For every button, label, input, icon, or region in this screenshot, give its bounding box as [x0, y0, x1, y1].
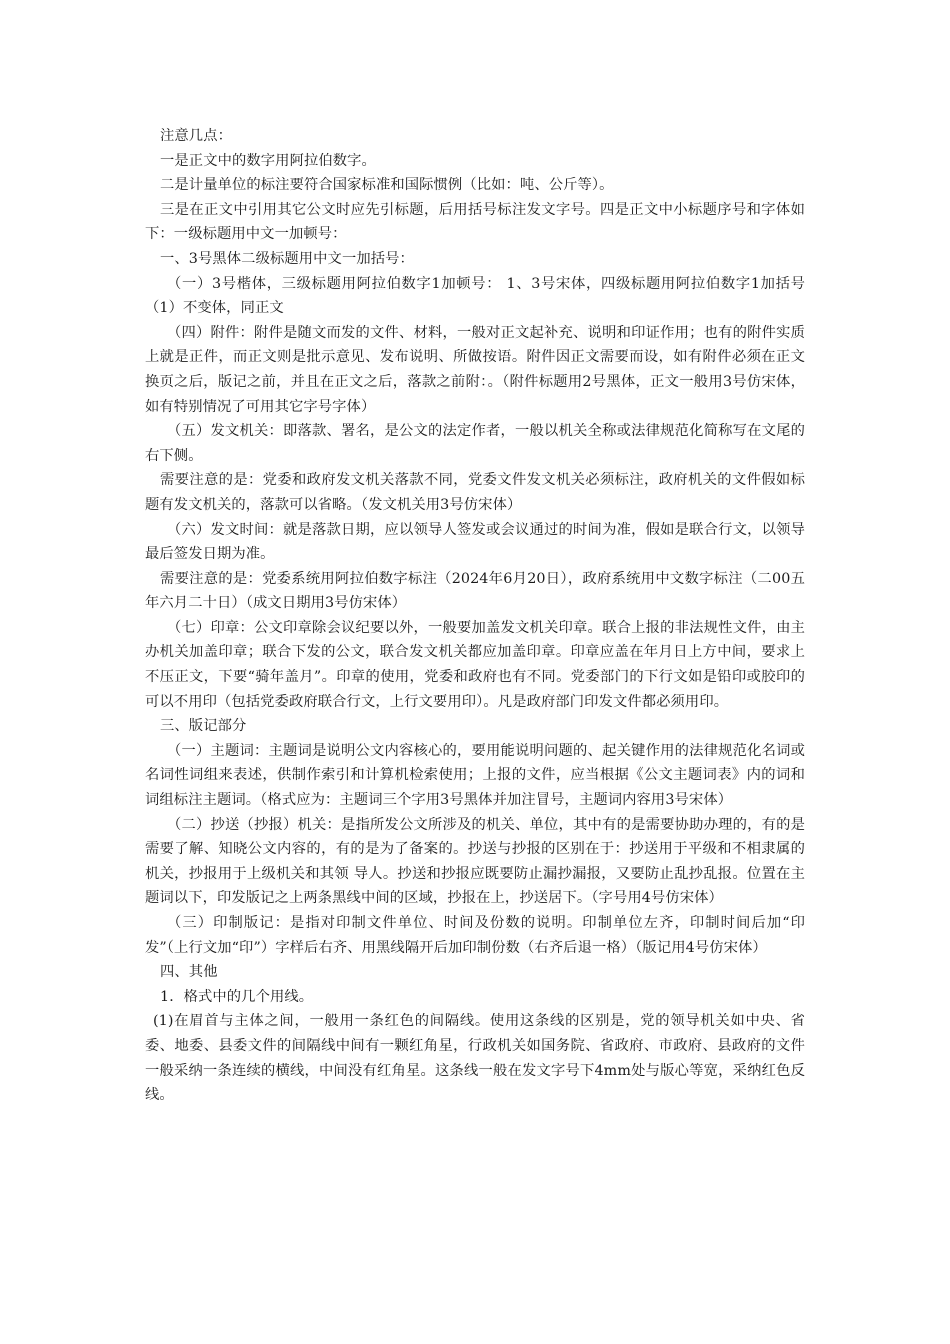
paragraph-notes-heading: 注意几点：: [160, 128, 232, 144]
paragraph-attachment: （四）附件：附件是随文而发的文件、材料，一般对正文起补充、说明和印证作用；也有的附件实质上就是正件，而正文则是批示意见、发布说明、所做按语。附件因正文需要而设，如有附件必须在正文换页之后，版记之前，并且在正文之后，落款之前附：。（附件标题用2号黑体，正文一般用3号仿宋体，如有特别情况了可用其它字号字体）: [145, 324, 805, 415]
paragraph-point-two: 二是计量单位的标注要符合国家标准和国际惯例（比如：吨、公斤等）。: [160, 177, 614, 194]
document-body: [145, 124, 805, 1108]
paragraph-level-one-heading: 一、3号黑体二级标题用中文一加括号：: [160, 250, 414, 267]
paragraph-authority-note: 需要注意的是：党委和政府发文机关落款不同，党委文件发文机关必须标注，政府机关的文件假如标题有发文机关的，落款可以省略。（发文机关用3号仿宋体）: [145, 472, 805, 513]
paragraph-point-one: 一是正文中的数字用阿拉伯数字。: [160, 152, 376, 169]
paragraph-section-three-heading: 三、版记部分: [160, 718, 247, 735]
paragraph-date-note: 需要注意的是：党委系统用阿拉伯数字标注（2024年6月20日），政府系统用中文数字标注（二00五年六月二十日）（成文日期用3号仿宋体）: [145, 570, 805, 612]
paragraph-seal: （七）印章：公文印章除会议纪要以外，一般要加盖发文机关印章。联合上报的非法规性文件，由主办机关加盖印章；联合下发的公文，联合发文机关都应加盖印章。印章应盖在年月日上方中间，要求上不压正文，下要“骑年盖月”。印章的使用，党委和政府也有不同。党委部门的下行文如是铅印或胶印的可以不用印（包括党委政府联合行文，上行文要用印）。凡是政府部门印发文件都必须用印。: [145, 619, 805, 710]
paragraph-subject-words: （一）主题词：主题词是说明公文内容核心的，要用能说明问题的、起关键作用的法律规范化名词或名词性词组来表述，供制作索引和计算机检索使用；上报的文件，应当根据《公文主题词表》内的词和词组标注主题词。（格式应为：主题词三个字用3号黑体并加注冒号，主题词内容用3号宋体）: [145, 742, 805, 809]
paragraph-level-two-heading: （一）3号楷体，三级标题用阿拉伯数字1加顿号： 1、3号宋体，四级标题用阿拉伯数字1加括号（1）不变体，同正文: [145, 275, 805, 317]
paragraph-point-three: 三是在正文中引用其它公文时应先引标题，后用括号标注发文字号。四是正文中小标题序号和字体如下：一级标题用中文一加顿号：: [145, 201, 805, 243]
paragraph-copy-to: （二）抄送（抄报）机关：是指所发公文所涉及的机关、单位，其中有的是需要协助办理的，有的是需要了解、知晓公文内容的，有的是为了备案的。抄送与抄报的区别在于：抄送用于平级和不相隶属的机关，抄报用于上级机关和其领 导人。抄送和抄报应既要防止漏抄漏报，又要防止乱抄乱报。位置在主题词以下，印发版记之上两条黑线中间的区域，抄报在上，抄送居下。（字号用4号仿宋体）: [145, 816, 805, 907]
paragraph-separator-line: (1)在眉首与主体之间，一般用一条红色的间隔线。使用这条线的区别是，党的领导机关如中央、省委、地委、县委文件的间隔线中间有一颗红角星，行政机关如国务院、省政府、市政府、县政府的文件一般采纳一条连续的横线，中间没有红角星。这条线一般在发文字号下4mm处与版心等宽，采纳红色反线。: [145, 1013, 805, 1104]
paragraph-section-four-heading: 四、其他: [160, 964, 218, 981]
paragraph-issuing-authority: （五）发文机关：即落款、署名，是公文的法定作者，一般以机关全称或法律规范化简称写在文尾的右下侧。: [145, 423, 805, 464]
paragraph-print-record: （三）印制版记：是指对印制文件单位、时间及份数的说明。印制单位左齐，印制时间后加“印发”（上行文加“印”）字样后右齐、用黑线隔开后加印制份数（右齐后退一格）（版记用4号仿宋体）: [145, 915, 805, 956]
paragraph-lines-heading: 1．格式中的几个用线。: [160, 988, 314, 1005]
paragraph-issue-date: （六）发文时间：就是落款日期，应以领导人签发或会议通过的时间为准，假如是联合行文，以领导最后签发日期为准。: [145, 521, 805, 563]
